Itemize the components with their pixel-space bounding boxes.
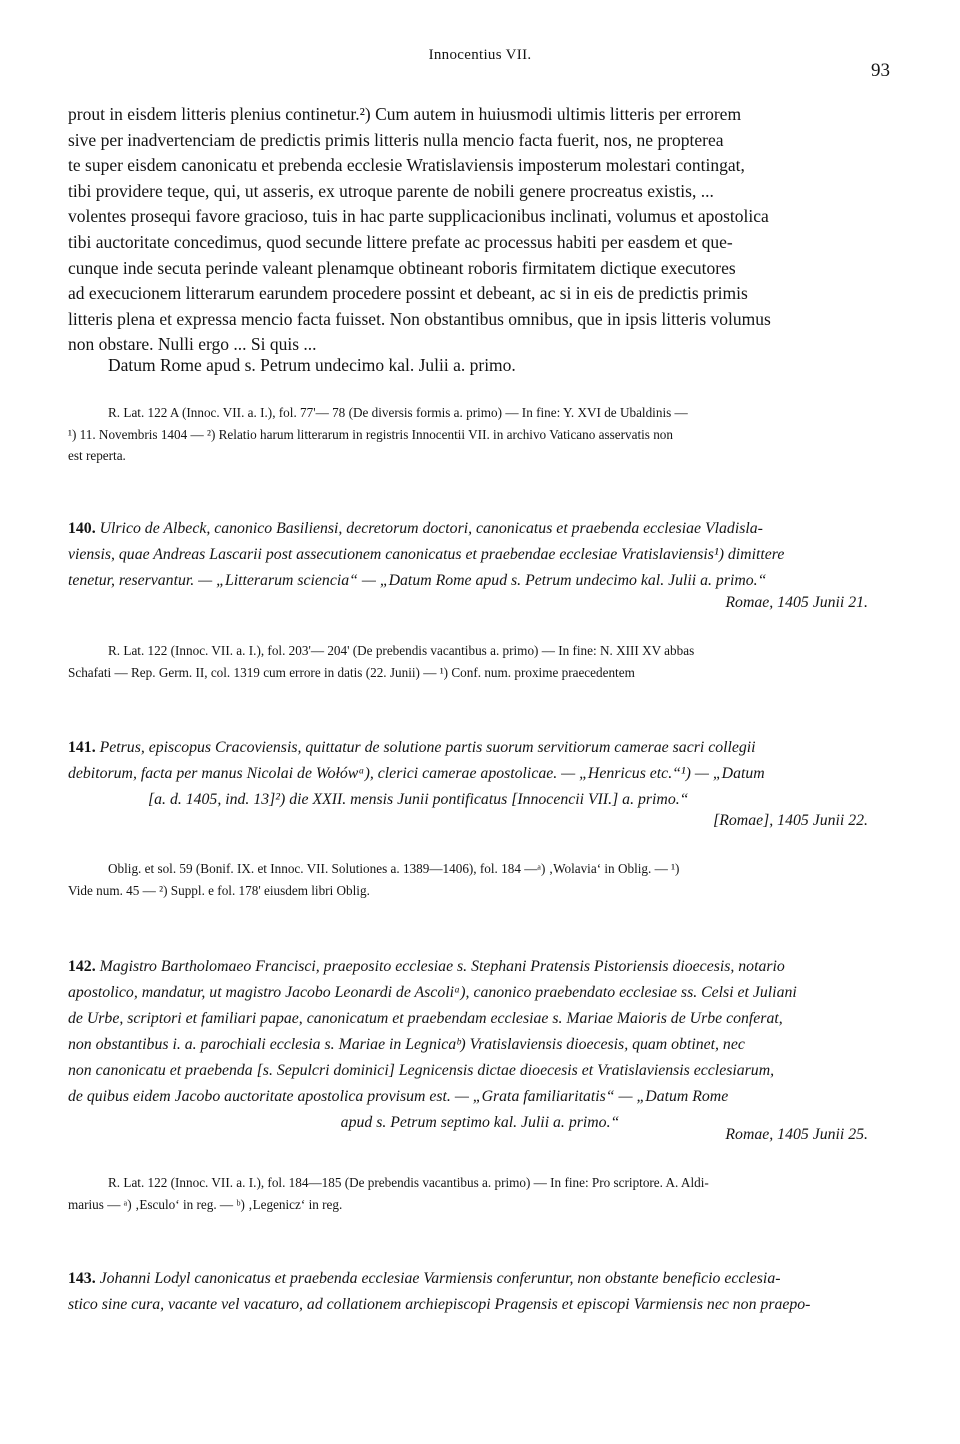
place-date: Romae, 1405 Junii 25. [725,1126,868,1143]
running-title: Innocentius VII. [428,47,532,63]
page-number: 93 [871,60,890,81]
place-date: Romae, 1405 Junii 21. [725,594,868,611]
entry-text-line: viensis, quae Andreas Lascarii post assecutionem canonicatus et praebendae ecclesiae Vratislaviensis¹) dimittere [68,546,785,563]
entry-140 [68,516,892,594]
entry-number: 141. [68,739,96,756]
footnote-line: est reperta. [68,448,126,463]
footnote-block [68,402,892,467]
datum-line: Datum Rome apud s. Petrum undecimo kal. Julii a. primo. [108,355,516,375]
entry-text-line: Petrus, episcopus Cracoviensis, quittatur de solutione partis suorum servitiorum camerae sacri collegii [99,739,756,756]
footnote-block [68,858,892,901]
footnote-line: R. Lat. 122 (Innoc. VII. a. I.), fol. 203'— 204' (De prebendis vacantibus a. primo) — In fine: N. XIII XV abbas [108,643,695,658]
entry-text-line: de Urbe, scriptori et familiari papae, canonicatum et praebendam ecclesiae s. Mariae Maioris de Urbe conferat, [68,1010,783,1027]
footnote-line: Schafati — Rep. Germ. II, col. 1319 cum errore in datis (22. Junii) — ¹) Conf. num. proxime praecedentem [68,664,635,680]
footnote-line: Oblig. et sol. 59 (Bonif. IX. et Innoc. VII. Solutiones a. 1389—1406), fol. 184 —ᵃ) ‚Wolavia‘ in Oblig. — ¹) [108,861,680,876]
entry-142 [68,954,892,1136]
text-line: sive per inadvertenciam de predictis primis litteris nulla mencio facta fuerit, nos, ne propterea [68,129,724,150]
entry-number: 142. [68,958,96,975]
text-line: te super eisdem canonicatu et prebenda ecclesie Wratislaviensis imposterum molestari contingat, [68,155,745,176]
entry-number: 140. [68,520,96,537]
text-line: litteris plena et expressa mencio facta fuisset. Non obstantibus omnibus, que in ipsis litteris volumus [68,308,771,329]
entry-text-line: [a. d. 1405, ind. 13]²) die XXII. mensis Junii pontificatus [Innocencii VII.] a. primo.“ [148,791,689,808]
footnote-block [68,640,892,683]
text-line: cunque inde secuta perinde valeant plenamque obtineant roboris firmitatem dictique executores [68,257,736,278]
entry-text-line: non canonicatu et praebenda [s. Sepulcri dominici] Legnicensis dictae dioecesis et Vratislaviensis ecclesiarum, [68,1062,775,1079]
entry-text-line: de quibus eidem Jacobo auctoritate apostolica provisum est. — „Grata familiaritatis“ — „Datum Rome [68,1088,729,1105]
entry-141 [68,735,892,813]
footnote-line: marius — ᵃ) ‚Esculo‘ in reg. — ᵇ) ‚Legenicz‘ in reg. [68,1196,343,1212]
entry-text-line: Ulrico de Albeck, canonico Basiliensi, decretorum doctori, canonicatus et praebenda ecclesiae Vladisla- [99,520,763,537]
footnote-line: R. Lat. 122 (Innoc. VII. a. I.), fol. 184—185 (De prebendis vacantibus a. primo) — In fine: Pro scriptore. A. Aldi- [108,1175,709,1190]
entry-text-line: debitorum, facta per manus Nicolai de Wołówᵃ), clerici camerae apostolicae. — „Henricus etc.“¹) — „Datum [68,765,765,782]
entry-text-line: non obstantibus i. a. parochiali ecclesia s. Mariae in Legnicaᵇ) Vratislaviensis dioecesis, quam obtinet, nec [68,1036,745,1053]
text-line: tibi auctoritate concedimus, quod secunde littere prefate ac processus habiti per easdem et que- [68,231,733,252]
entry-text-line: Magistro Bartholomaeo Francisci, praeposito ecclesiae s. Stephani Pratensis Pistoriensis dioecesis, notario [99,958,785,975]
entry-text-line: stico sine cura, vacante vel vacaturo, ad collationem archiepiscopi Pragensis et episcopi Varmiensis nec non praepo- [68,1296,811,1313]
footnote-line: R. Lat. 122 A (Innoc. VII. a. I.), fol. 77'— 78 (De diversis formis a. primo) — In fine: Y. XVI de Ubaldinis — [108,405,688,420]
entry-text-line: tenetur, reservantur. — „Litterarum sciencia“ — „Datum Rome apud s. Petrum undecimo kal. Julii a. primo.“ [68,572,767,589]
text-line: ad execucionem litterarum earundem procedere possint et debeant, ac si in eis de predictis primis [68,283,748,304]
entry-143 [68,1266,892,1318]
footnote-block [68,1172,892,1215]
footnote-line: ¹) 11. Novembris 1404 — ²) Relatio harum litterarum in registris Innocentii VII. in archivo Vaticano asservatis non [68,426,673,442]
entry-text-line: apostolico, mandatur, ut magistro Jacobo Leonardi de Ascoliᵃ), canonico praebendato ecclesiae ss. Celsi et Juliani [68,984,797,1001]
entry-text-line: apud s. Petrum septimo kal. Julii a. primo.“ [340,1114,620,1131]
footnote-line: Vide num. 45 — ²) Suppl. e fol. 178' eiusdem libri Oblig. [68,882,370,898]
text-line: non obstare. Nulli ergo ... Si quis ... [68,334,317,355]
entry-text-line: Johanni Lodyl canonicatus et praebenda ecclesiae Varmiensis conferuntur, non obstante beneficio ecclesia- [99,1270,781,1287]
text-line: volentes prosequi favore gracioso, tuis in hac parte supplicacionibus inclinati, volumus et apostolica [68,206,769,227]
entry-number: 143. [68,1270,96,1287]
text-line: tibi providere teque, qui, ut asseris, ex utroque parente de nobili genere procreatus existis, ... [68,180,714,201]
place-date: [Romae], 1405 Junii 22. [713,812,868,829]
text-line: prout in eisdem litteris plenius continetur.²) Cum autem in huiusmodi ultimis litteris per errorem [68,104,742,124]
continuation-text [68,102,892,358]
